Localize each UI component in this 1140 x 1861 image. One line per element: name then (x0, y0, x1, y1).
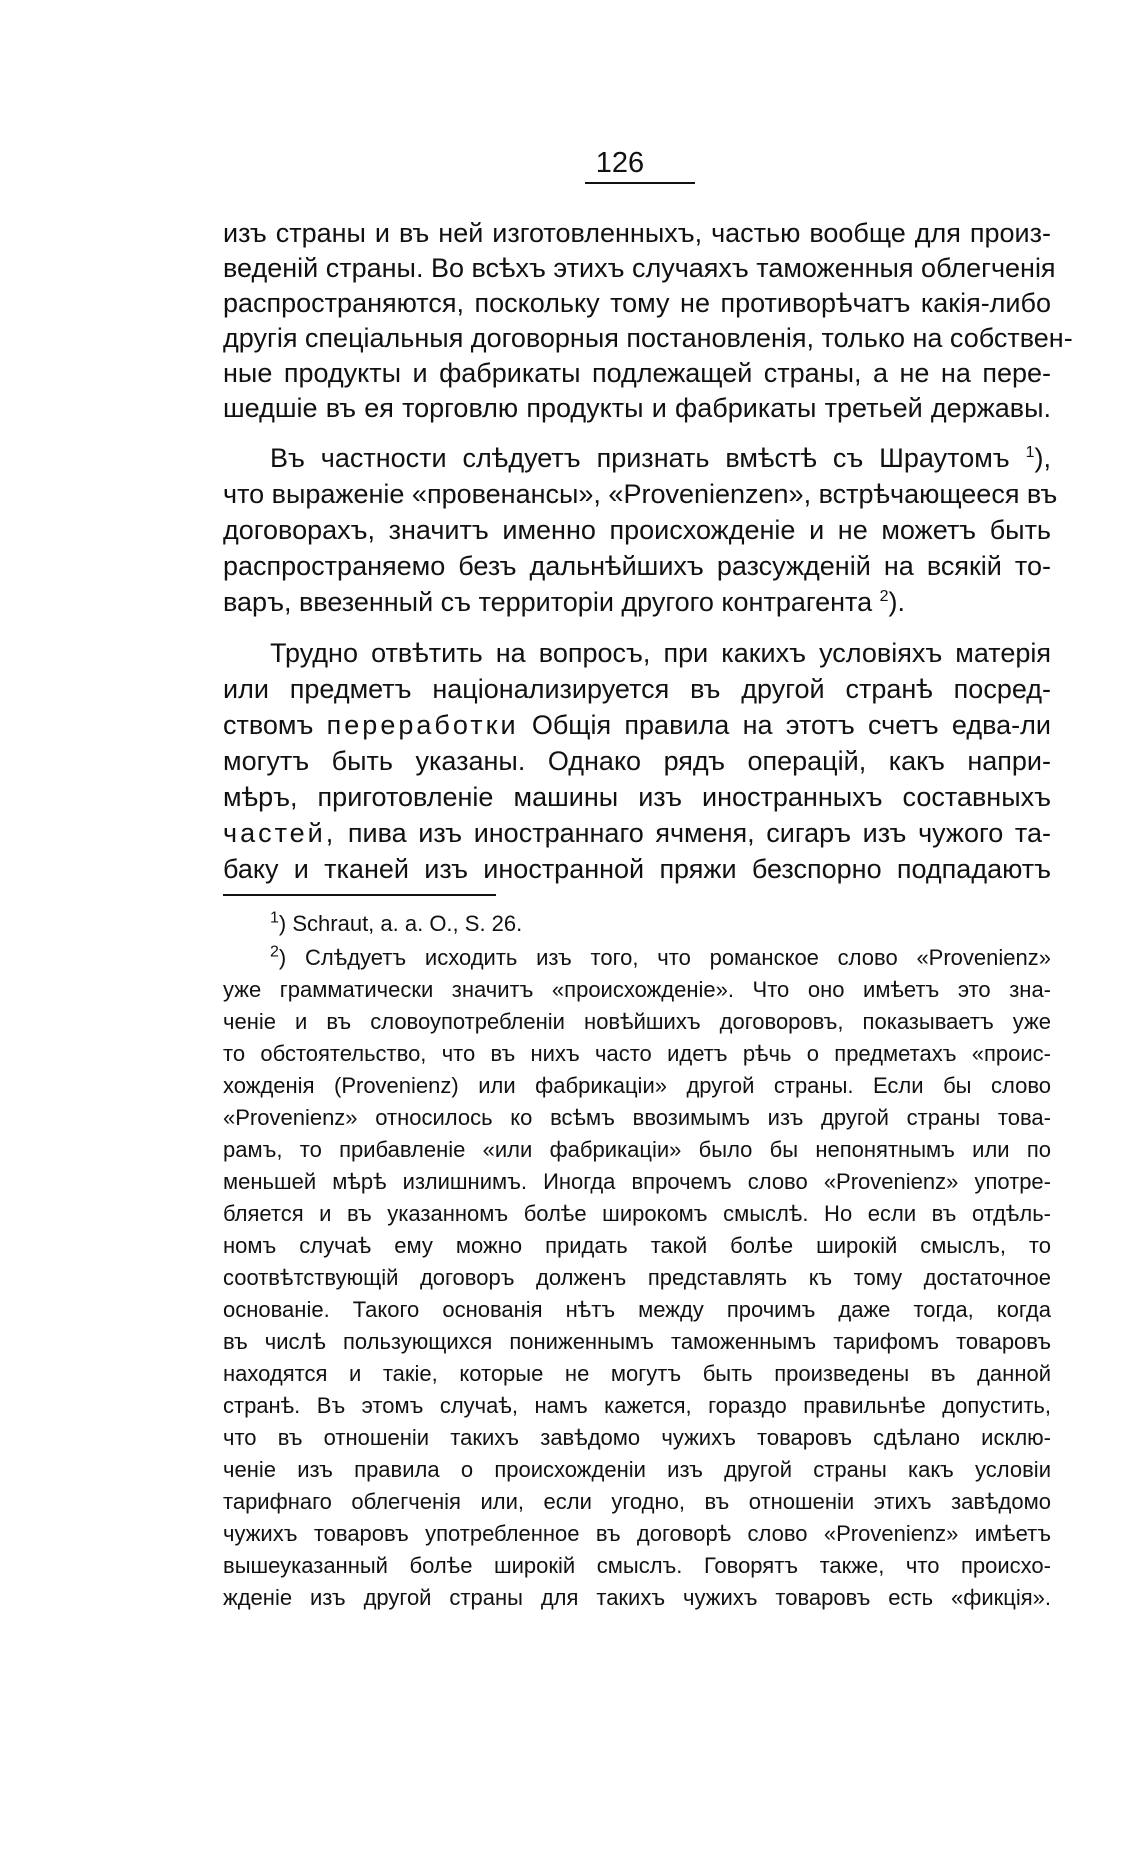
page-number: 126 (595, 147, 645, 179)
paragraph-3-text: пива изъ иностраннаго ячменя, сигаръ изъ чужого та- (347, 818, 1051, 848)
footnote-marker-2: 2 (270, 943, 279, 961)
paragraph-2-line (223, 585, 1051, 619)
footnote-2-line: ченіе изъ правила о происхожденіи изъ другой страны какъ условіи (223, 1457, 1051, 1482)
paragraph-2-punct: ), (1034, 443, 1051, 473)
paragraph-3-text: Общія правила на этотъ счетъ едва-ли (531, 710, 1051, 740)
footnote-2-line: рамъ, то прибавленіе «или фабрикаціи» было бы непонятнымъ или по (223, 1137, 1051, 1162)
paragraph-2-text: Въ частности слѣдуетъ признать вмѣстѣ съ Шраутомъ (270, 443, 1010, 473)
footnote-2-line: чужихъ товаровъ употребленное въ договорѣ слово «Provenienz» имѣетъ (223, 1521, 1051, 1546)
paragraph-2-line (270, 441, 1051, 475)
footnote-2-line: меньшей мѣрѣ излишнимъ. Иногда впрочемъ слово «Provenienz» употре- (223, 1169, 1051, 1194)
footnote-2-line: жденіе изъ другой страны для такихъ чужихъ товаровъ есть «фикція». (223, 1585, 1051, 1610)
paragraph-3-line: мѣръ, приготовленіе машины изъ иностранныхъ составныхъ (223, 782, 1051, 812)
paragraph-2-text: варъ, ввезенный съ территоріи другого контрагента (223, 587, 873, 617)
paragraph-1-line: изъ страны и въ ней изготовленныхъ, частью вообще для произ- (223, 218, 1051, 248)
paragraph-1-line: веденій страны. Во всѣхъ этихъ случаяхъ таможенныя облегченія (223, 253, 1056, 283)
paragraph-3-line (223, 816, 1051, 850)
footnote-2-line: вышеуказанный болѣе широкій смыслъ. Говорятъ также, что происхо- (223, 1553, 1051, 1578)
paragraph-3-line: или предметъ націонализируется въ другой странѣ посред- (223, 674, 1051, 704)
footnote-2-text: Слѣдуетъ исходить изъ того, что романское слово «Provenienz» (305, 945, 1051, 970)
paragraph-1-line: распространяются, поскольку тому не противорѣчатъ какія-либо (223, 288, 1051, 318)
paragraph-1-line: ные продукты и фабрикаты подлежащей страны, а не на пере- (223, 358, 1051, 388)
page-number-rule (585, 182, 695, 184)
emphasized-word: переработки (326, 710, 519, 740)
footnote-2-line: то обстоятельство, что въ нихъ часто идетъ рѣчь о предметахъ «проис- (223, 1041, 1051, 1066)
footnote-2-line: соотвѣтствующій договоръ долженъ представлять къ тому достаточное (223, 1265, 1051, 1290)
footnote-2-line: въ числѣ пользующихся пониженнымъ таможеннымъ тарифомъ товаровъ (223, 1329, 1051, 1354)
footnote-2-line: что въ отношеніи такихъ завѣдомо чужихъ товаровъ сдѣлано исклю- (223, 1425, 1051, 1450)
footnote-separator (223, 894, 496, 896)
footnote-2-line: ченіе и въ словоупотребленіи новѣйшихъ договоровъ, показываетъ уже (223, 1009, 1051, 1034)
emphasized-word: частей, (223, 818, 337, 848)
footnote-2-line: хожденія (Provenienz) или фабрикаціи» другой страны. Если бы слово (223, 1073, 1051, 1098)
footnote-marker-1: 1 (270, 909, 279, 927)
footnote-2-line: основаніе. Такого основанія нѣтъ между прочимъ даже тогда, когда (223, 1297, 1051, 1322)
paragraph-2-punct: ). (888, 587, 906, 617)
paragraph-3-text: ствомъ (223, 710, 314, 740)
paragraph-1-line: другія спеціальныя договорныя постановленія, только на собствен- (223, 323, 1073, 353)
footnote-2-line: номъ случаѣ ему можно придать такой болѣе широкій смыслъ, то (223, 1233, 1051, 1258)
footnote-2-line: странѣ. Въ этомъ случаѣ, намъ кажется, гораздо правильнѣе допустить, (223, 1393, 1051, 1418)
footnote-2-line: $^2$) Слѣдуетъ исходить изъ того, что романское слово «Provenienz» (270, 943, 1051, 970)
paragraph-2-line: договорахъ, значитъ именно происхожденіе и не можетъ быть (223, 515, 1051, 545)
paragraph-1-line: шедшіе въ ея торговлю продукты и фабрикаты третьей державы. (223, 393, 1051, 423)
paragraph-3-line: Трудно отвѣтить на вопросъ, при какихъ условіяхъ матерія (270, 638, 1051, 668)
paragraph-2-line: распространяемо безъ дальнѣйшихъ разсужденій на всякій то- (223, 551, 1051, 581)
footnote-2-line: тарифнаго облегченія или, если угодно, въ отношеніи этихъ завѣдомо (223, 1489, 1051, 1514)
footnote-2-line: уже грамматически значитъ «происхожденіе». Что оно имѣетъ это зна- (223, 977, 1051, 1002)
footnote-2-line: бляется и въ указанномъ болѣе широкомъ смыслѣ. Но если въ отдѣль- (223, 1201, 1051, 1226)
paragraph-2-line: что выраженіе «провенансы», «Provenienzen», встрѣчающееся въ (223, 479, 1058, 509)
footnote-1-text: Schraut, a. a. O., S. 26. (292, 911, 523, 936)
footnote-2-line: находятся и такіе, которые не могутъ быть произведены въ данной (223, 1361, 1051, 1386)
footnote-1: $^1$) Schraut, a. a. O., S. 26. (270, 909, 523, 936)
paragraph-3-line: могутъ быть указаны. Однако рядъ операцій, какъ напри- (223, 746, 1051, 776)
paragraph-3-line: баку и тканей изъ иностранной пряжи безспорно подпадаютъ (223, 854, 1051, 884)
footnote-ref-2: 2 (879, 588, 889, 605)
footnote-ref-1: 1 (1025, 444, 1035, 461)
paragraph-3-line (223, 708, 1051, 742)
footnote-2-line: «Provenienz» относилось ко всѣмъ ввозимымъ изъ другой страны това- (223, 1105, 1051, 1130)
